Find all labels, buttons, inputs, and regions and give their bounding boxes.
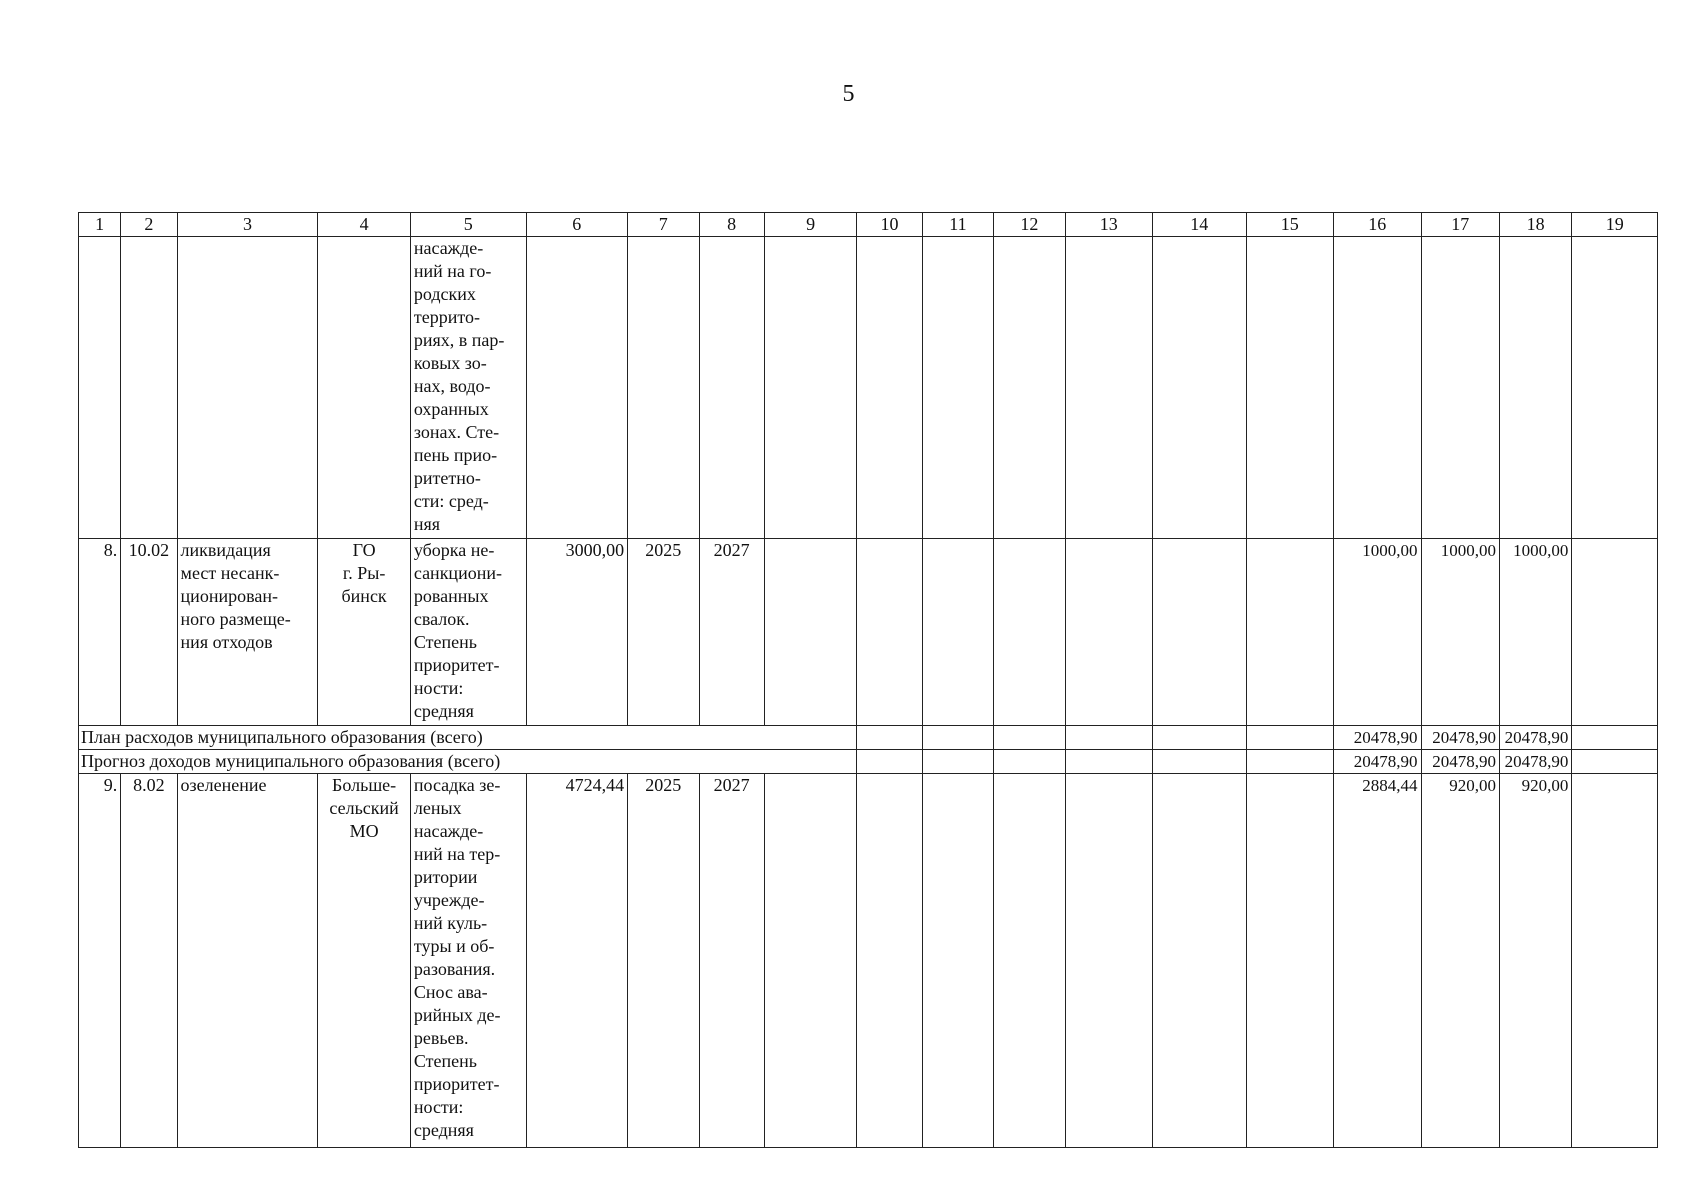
- program-table: [78, 212, 1658, 1148]
- header-cell: 2: [121, 213, 177, 237]
- expenses-total-label: План расходов муниципального образования (всего): [79, 726, 857, 750]
- header-cell: 5: [410, 213, 526, 237]
- header-cell: 17: [1421, 213, 1499, 237]
- cell-end-year: 2027: [699, 774, 764, 1148]
- header-cell: 14: [1153, 213, 1247, 237]
- table-row: [79, 774, 1658, 1148]
- table-row: [79, 539, 1658, 726]
- cell-start-year: 2025: [628, 774, 699, 1148]
- cell-code: 8.02: [121, 774, 177, 1148]
- cell-end-year: 2027: [699, 539, 764, 726]
- header-cell: 9: [764, 213, 857, 237]
- header-cell: 1: [79, 213, 121, 237]
- income-total-18: 20478,90: [1499, 750, 1571, 774]
- cell-description: насажде- ний на го- родских террито- риях, в пар- ковых зо- нах, водо- охранных зонах. Сте- пень прио- ритетно- сти: сред- няя: [410, 237, 526, 539]
- cell-year-17: 1000,00: [1421, 539, 1499, 726]
- cell-number: 9.: [79, 774, 121, 1148]
- expenses-total-17: 20478,90: [1421, 726, 1499, 750]
- cell-total-cost: 4724,44: [526, 774, 628, 1148]
- cell-description: посадка зе- леных насажде- ний на тер- ритории учрежде- ний куль- туры и об- разования. Снос ава- рийных де- ревьев. Степень приоритет- ности: средняя: [410, 774, 526, 1148]
- header-cell: 13: [1065, 213, 1152, 237]
- header-cell: 3: [177, 213, 318, 237]
- income-total-16: 20478,90: [1334, 750, 1421, 774]
- cell-number: 8.: [79, 539, 121, 726]
- cell-year-16: 2884,44: [1334, 774, 1421, 1148]
- header-cell: 16: [1334, 213, 1421, 237]
- expenses-total-row: [79, 726, 1658, 750]
- header-cell: 18: [1499, 213, 1571, 237]
- cell-name: ликвидация мест несанк- ционирован- ного размеще- ния отходов: [177, 539, 318, 726]
- cell-year-16: 1000,00: [1334, 539, 1421, 726]
- expenses-total-16: 20478,90: [1334, 726, 1421, 750]
- continuation-row: [79, 237, 1658, 539]
- cell-year-17: 920,00: [1421, 774, 1499, 1148]
- income-total-row: [79, 750, 1658, 774]
- page-number: 5: [842, 81, 855, 107]
- cell-year-18: 1000,00: [1499, 539, 1571, 726]
- header-row: [79, 213, 1658, 237]
- header-cell: 19: [1572, 213, 1658, 237]
- cell-start-year: 2025: [628, 539, 699, 726]
- cell-name: озеленение: [177, 774, 318, 1148]
- header-cell: 15: [1246, 213, 1333, 237]
- header-cell: 8: [699, 213, 764, 237]
- cell-description: уборка не- санкциони- рованных свалок. Степень приоритет- ности: средняя: [410, 539, 526, 726]
- cell-year-18: 920,00: [1499, 774, 1571, 1148]
- cell-total-cost: 3000,00: [526, 539, 628, 726]
- header-cell: 10: [857, 213, 922, 237]
- header-cell: 4: [318, 213, 411, 237]
- header-cell: 11: [922, 213, 993, 237]
- expenses-total-18: 20478,90: [1499, 726, 1571, 750]
- header-cell: 12: [994, 213, 1065, 237]
- header-cell: 6: [526, 213, 628, 237]
- income-total-17: 20478,90: [1421, 750, 1499, 774]
- income-total-label: Прогноз доходов муниципального образования (всего): [79, 750, 857, 774]
- cell-code: 10.02: [121, 539, 177, 726]
- cell-organization: ГО г. Ры- бинск: [318, 539, 411, 726]
- cell-organization: Больше- сельский МО: [318, 774, 411, 1148]
- header-cell: 7: [628, 213, 699, 237]
